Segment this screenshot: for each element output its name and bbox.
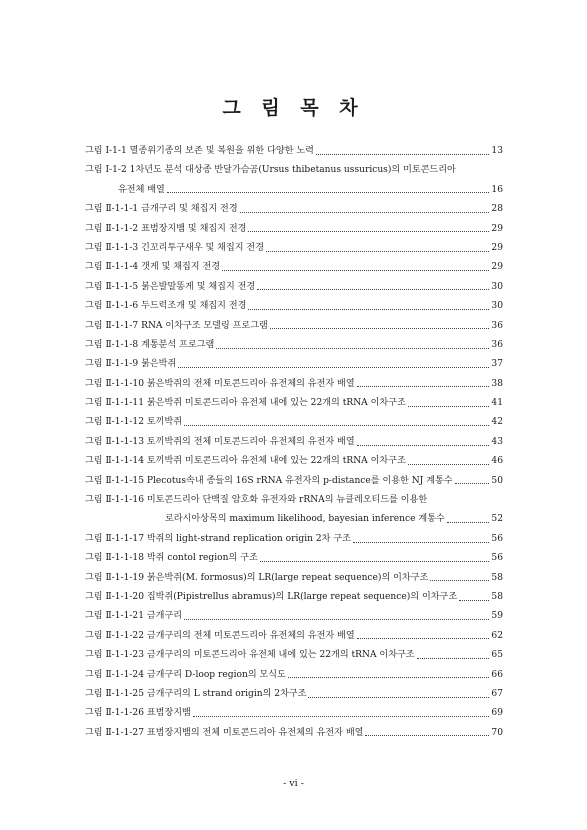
toc-entry bbox=[85, 258, 503, 277]
toc-entry bbox=[85, 413, 503, 432]
leader-dots bbox=[266, 250, 489, 252]
toc-entry bbox=[85, 375, 503, 394]
figure-list bbox=[85, 142, 503, 743]
leader-dots bbox=[357, 637, 490, 639]
entry-page: 58 bbox=[491, 591, 503, 602]
toc-entry bbox=[85, 336, 503, 355]
entry-page: 41 bbox=[491, 398, 503, 409]
leader-dots bbox=[184, 424, 489, 426]
leader-dots bbox=[193, 715, 490, 717]
entry-caption: 그림 Ⅱ-1-1-23 금개구리의 미토콘드리아 유전체 내에 있는 22개의 tRNA 이차구조 bbox=[85, 650, 415, 661]
entry-page: 28 bbox=[491, 204, 503, 215]
leader-dots bbox=[184, 618, 489, 620]
entry-caption: 그림 Ⅱ-1-1-5 붉은발말똥게 및 채집지 전경 bbox=[85, 281, 256, 292]
leader-dots bbox=[216, 347, 489, 349]
entry-page: 42 bbox=[491, 417, 503, 428]
leader-dots bbox=[167, 191, 490, 193]
entry-caption: 그림 Ⅱ-1-1-8 계통분석 프로그램 bbox=[85, 339, 215, 350]
entry-page: 36 bbox=[491, 339, 503, 350]
entry-caption: 그림 Ⅱ-1-1-7 RNA 이차구조 모델링 프로그램 bbox=[85, 320, 268, 331]
toc-entry bbox=[85, 142, 503, 161]
leader-dots bbox=[455, 482, 490, 484]
toc-entry bbox=[85, 200, 503, 219]
entry-page: 29 bbox=[491, 242, 503, 253]
entry-page: 37 bbox=[491, 359, 503, 370]
entry-page: 65 bbox=[491, 650, 503, 661]
toc-entry bbox=[85, 355, 503, 374]
entry-page: 50 bbox=[491, 475, 503, 486]
entry-page: 13 bbox=[491, 146, 503, 156]
toc-entry bbox=[85, 646, 503, 665]
toc-entry bbox=[85, 297, 503, 316]
toc-entry bbox=[85, 666, 503, 685]
entry-caption: 그림 Ⅱ-1-1-27 표범장지뱀의 전체 미토콘드리아 유전체의 유전자 배열 bbox=[85, 727, 364, 738]
entry-page: 52 bbox=[491, 514, 503, 525]
toc-entry bbox=[85, 549, 503, 568]
toc-entry bbox=[85, 161, 503, 180]
entry-caption: 그림 Ⅱ-1-1-9 붉은박쥐 bbox=[85, 359, 177, 370]
entry-caption: 그림 Ⅱ-1-1-15 Plecotus속내 종들의 16S rRNA 유전자의 p-distance를 이용한 NJ 계통수 bbox=[85, 475, 453, 486]
entry-page: 16 bbox=[491, 184, 503, 195]
leader-dots bbox=[316, 153, 490, 155]
leader-dots bbox=[365, 734, 489, 736]
entry-caption: 그림 Ⅱ-1-1-4 갯게 및 채집지 전경 bbox=[85, 262, 221, 273]
leader-dots bbox=[248, 230, 489, 232]
toc-entry-continuation bbox=[85, 181, 503, 200]
leader-dots bbox=[459, 599, 489, 601]
toc-entry bbox=[85, 278, 503, 297]
page-title: 그 림 목 차 bbox=[222, 97, 365, 119]
entry-caption: 유전체 배열 bbox=[118, 184, 165, 195]
entry-page: 66 bbox=[491, 669, 503, 680]
entry-caption: 로라시아상목의 maximum likelihood, bayesian inference 계통수 bbox=[165, 514, 445, 525]
toc-entry bbox=[85, 627, 503, 646]
entry-page: 62 bbox=[491, 630, 503, 641]
entry-caption: 그림 Ⅱ-1-1-22 금개구리의 전체 미토콘드리아 유전체의 유전자 배열 bbox=[85, 630, 355, 641]
entry-caption: 그림 Ⅱ-1-1-24 금개구리 D-loop region의 모식도 bbox=[85, 669, 286, 680]
entry-caption: 그림 Ⅱ-1-1-20 집박쥐(Pipistrellus abramus)의 LR(large repeat sequence)의 이차구조 bbox=[85, 591, 458, 602]
leader-dots bbox=[430, 579, 489, 581]
entry-caption: 그림 Ⅱ-1-1-18 박쥐 contol region의 구조 bbox=[85, 553, 258, 564]
toc-entry bbox=[85, 491, 503, 510]
toc-entry bbox=[85, 685, 503, 704]
entry-page: 56 bbox=[491, 533, 503, 544]
toc-entry bbox=[85, 588, 503, 607]
toc-entry bbox=[85, 607, 503, 626]
entry-page: 58 bbox=[491, 572, 503, 583]
entry-caption: 그림 Ⅱ-1-1-14 토끼박쥐 미토콘드리아 유전체 내에 있는 22개의 tRNA 이차구조 bbox=[85, 456, 406, 467]
toc-entry bbox=[85, 239, 503, 258]
entry-caption: 그림 Ⅱ-1-1-17 박쥐의 light-strand replication origin 2차 구조 bbox=[85, 533, 351, 544]
entry-page: 38 bbox=[491, 378, 503, 389]
entry-caption: 그림 Ⅱ-1-1-2 표범장지뱀 및 채집지 전경 bbox=[85, 223, 247, 234]
entry-page: 70 bbox=[491, 727, 503, 738]
leader-dots bbox=[308, 696, 489, 698]
toc-entry bbox=[85, 530, 503, 549]
leader-dots bbox=[260, 560, 490, 562]
toc-entry bbox=[85, 220, 503, 239]
entry-page: 59 bbox=[491, 611, 503, 622]
toc-entry bbox=[85, 452, 503, 471]
entry-caption: 그림 Ⅱ-1-1-1 금개구리 및 채집지 전경 bbox=[85, 204, 238, 215]
toc-entry bbox=[85, 394, 503, 413]
entry-caption: 그림 Ⅱ-1-1-3 긴꼬리투구새우 및 채집지 전경 bbox=[85, 242, 264, 253]
entry-page: 69 bbox=[491, 708, 503, 719]
entry-page: 29 bbox=[491, 223, 503, 234]
leader-dots bbox=[417, 657, 490, 659]
entry-caption: 그림 Ⅱ-1-1-16 미토콘드리아 단백질 암호화 유전자와 rRNA의 뉴클레오티드를 이용한 bbox=[85, 495, 428, 506]
leader-dots bbox=[288, 676, 490, 678]
entry-page: 46 bbox=[491, 456, 503, 467]
leader-dots bbox=[408, 463, 490, 465]
entry-caption: 그림 Ⅱ-1-1-10 붉은박쥐의 전체 미토콘드리아 유전체의 유전자 배열 bbox=[85, 378, 355, 389]
leader-dots bbox=[270, 327, 490, 329]
entry-page: 30 bbox=[491, 281, 503, 292]
leader-dots bbox=[408, 405, 490, 407]
entry-page: 43 bbox=[491, 436, 503, 447]
entry-page: 67 bbox=[491, 688, 503, 699]
leader-dots bbox=[240, 211, 490, 213]
toc-entry bbox=[85, 433, 503, 452]
toc-entry-continuation bbox=[85, 510, 503, 529]
toc-entry bbox=[85, 472, 503, 491]
entry-page: 56 bbox=[491, 553, 503, 564]
leader-dots bbox=[257, 288, 489, 290]
leader-dots bbox=[222, 269, 489, 271]
entry-caption: 그림 Ⅱ-1-1-6 두드럭조개 및 채집지 전경 bbox=[85, 301, 247, 312]
entry-caption: 그림 Ⅰ-1-2 1차년도 분석 대상종 반달가슴곰(Ursus thibetanus ussuricus)의 미토콘드리아 bbox=[85, 165, 456, 176]
toc-entry bbox=[85, 704, 503, 723]
leader-dots bbox=[248, 308, 489, 310]
leader-dots bbox=[447, 521, 490, 523]
toc-entry bbox=[85, 317, 503, 336]
leader-dots bbox=[353, 541, 490, 543]
page-number-footer: - vi - bbox=[283, 778, 304, 789]
entry-caption: 그림 Ⅱ-1-1-21 금개구리 bbox=[85, 611, 183, 622]
entry-caption: 그림 Ⅱ-1-1-13 토끼박쥐의 전체 미토콘드리아 유전체의 유전자 배열 bbox=[85, 436, 355, 447]
toc-entry bbox=[85, 724, 503, 743]
leader-dots bbox=[357, 444, 490, 446]
entry-caption: 그림 Ⅱ-1-1-12 토끼박쥐 bbox=[85, 417, 183, 428]
entry-caption: 그림 Ⅰ-1-1 멸종위기종의 보존 및 복원을 위한 다양한 노력 bbox=[85, 146, 314, 156]
entry-page: 30 bbox=[491, 301, 503, 312]
entry-caption: 그림 Ⅱ-1-1-25 금개구리의 L strand origin의 2차구조 bbox=[85, 688, 307, 699]
toc-entry bbox=[85, 569, 503, 588]
leader-dots bbox=[178, 366, 489, 368]
entry-caption: 그림 Ⅱ-1-1-26 표범장지뱀 bbox=[85, 708, 191, 719]
leader-dots bbox=[357, 385, 490, 387]
entry-page: 29 bbox=[491, 262, 503, 273]
entry-caption: 그림 Ⅱ-1-1-19 붉은박쥐(M. formosus)의 LR(large repeat sequence)의 이차구조 bbox=[85, 572, 429, 583]
entry-page: 36 bbox=[491, 320, 503, 331]
entry-caption: 그림 Ⅱ-1-1-11 붉은박쥐 미토콘드리아 유전체 내에 있는 22개의 tRNA 이차구조 bbox=[85, 398, 406, 409]
